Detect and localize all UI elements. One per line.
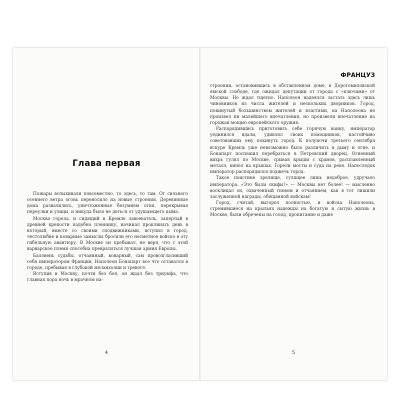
page-number: 5 — [291, 350, 296, 356]
paragraph: Москва горела, и сидящий в Кремле завоеватель, запертый в древней крепости подобно пленнику, начинал проклинать день в который, вместе со своими сподвижниками, вступил в город, честолюбие и коварные замыслы бросили его несметное войско в эту гибельную авантюру. В Москве он пребывал, не веря, что с этой варварское племя способна превратиться лучшая армия Европы. — [27, 216, 188, 253]
paragraph: Вступив в Москву, почти без боя, он ждал без триумфа, что главная пора ночь в мрачном на- — [27, 272, 188, 284]
chapter-title: Глава первая — [72, 159, 141, 169]
running-head: ФРАНЦУЗ — [340, 72, 375, 79]
left-page — [13, 48, 200, 380]
paragraph: Город, считай, выгорел полностью, и войска Наполеона, стремившиеся на крыльях надежды на богатую и сытую жизнь в Москве, были обречены на голод, пропитание и даже — [210, 200, 375, 219]
right-page — [200, 48, 387, 380]
paragraph: Такое поистине зрелище, сулящее лишь недоброе, удручало императора. «Это были скифы!» — Москвы нет более! — мысленно восклицал он, охваченный гневом и отчаянием, как в тот лишили заслуженной награды, обещанной войскам! — [210, 176, 375, 200]
paragraph: строении, остановившись в обставленном доме, в Дорогомиловской ямской слободе, где ожидал депутации от города с «ключами» от Москвы. Но ждал тщетно. Наполеон надеялся застать здесь лишь чиновников из числа жителей и нескольких дворников. Город, покинутый большинством жителей и властями, на Наполеона не произвел ни малейшего впечатления, но произвели впечатление на горожан мощью европейского оружия. — [210, 84, 375, 126]
book-spread — [13, 48, 387, 380]
paragraph: Пожары вспыхивали повсеместно, то здесь, то там. От сильного осеннего ветра огонь переносило на новые строения. Деревянные дома развалились, уничтоженные безумием огня, перекрывая переулки и улицы, и никуда было не деться от удушающего дыма. — [27, 192, 188, 216]
paragraph: Баловень судьбы, отчаянный, коварный, сам провозгласивший себя императором Франции, Наполеон Бонапарт все что оставался в городе, пребывая в глубокой меланхолии и тревоге. — [27, 253, 188, 271]
page-number: 4 — [104, 350, 109, 356]
paragraph: Распорядившись приготовить себе горячую ванну, император уединился вдали, удивлял своих помощников, настойчиво советовавших ему покинуть город. К полуночи третьего сентября вскуре Кремль уже невозможно было различить в дыму и огне, и Бонапарт поспешил перебраться в Петровский дворец. Огненный вихрь гулял по Москве, срывая крыши с храмов, расплавленный металл, кипел на крышах. Горели мосты и суда на реке. Напоследок император распорядился поджечь город. — [210, 127, 375, 176]
